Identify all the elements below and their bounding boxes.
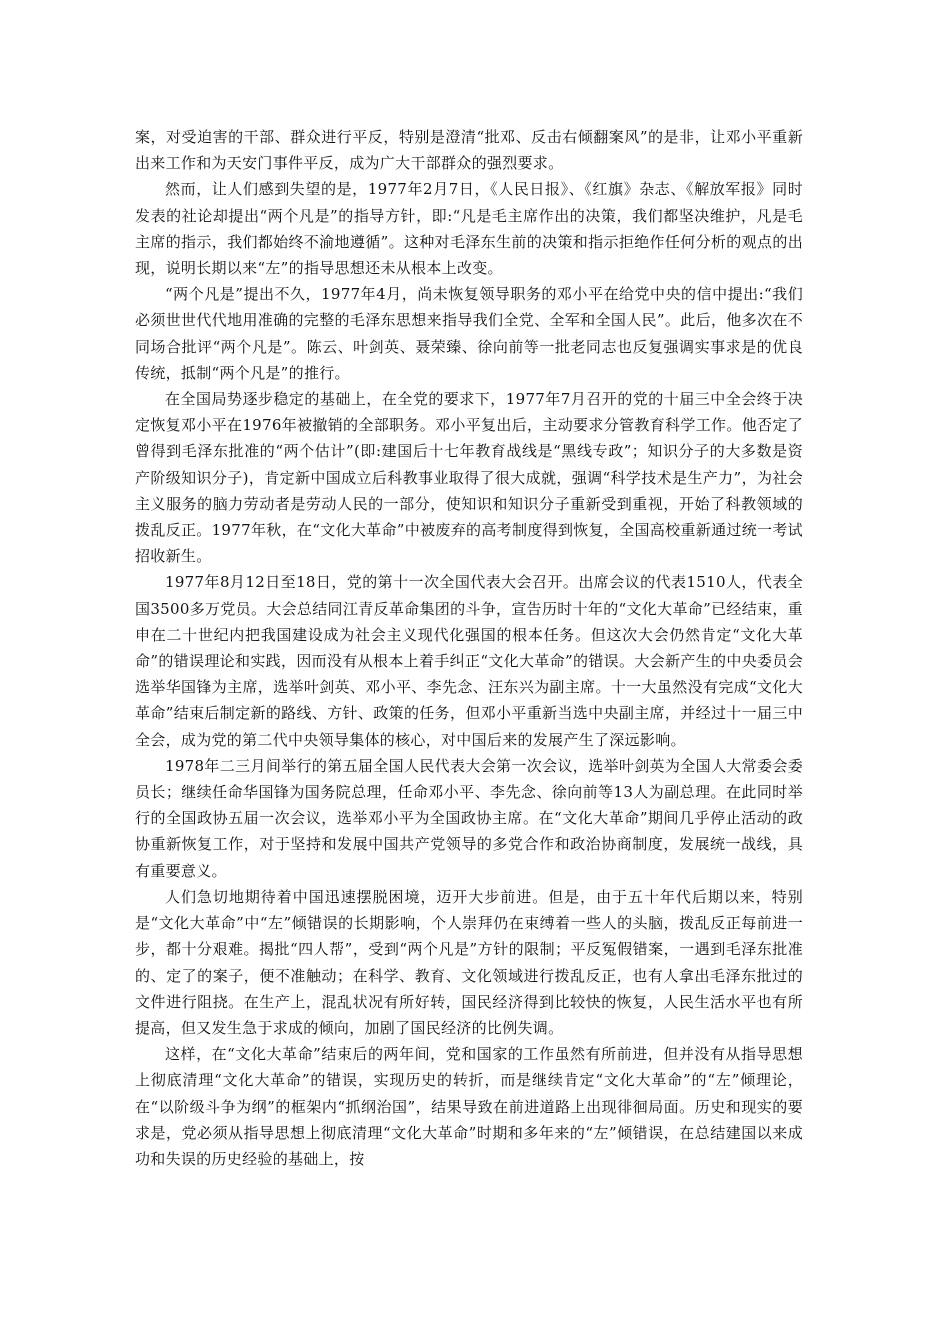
- paragraph-third-plenum: 在全国局势逐步稳定的基础上，在全党的要求下，1977年7月召开的党的十届三中全会终于决定恢复邓小平在1976年被撤销的全部职务。邓小平复出后，主动要求分管教育科学工作。他否定了曾得到毛泽东批准的“两个估计”(即:建国后十七年教育战线是“黑线专政”；知识分子的大多数是资产阶级知识分子)，肯定新中国成立后科教事业取得了很大成就，强调“科学技术是生产力”，为社会主义服务的脑力劳动者是劳动人民的一部分，使知识和知识分子重新受到重视，开始了科教领域的拨乱反正。1977年秋，在“文化大革命”中被废弃的高考制度得到恢复，全国高校重新通过统一考试招收新生。: [135, 390, 803, 566]
- paragraph-difficulties: 人们急切地期待着中国迅速摆脱困境，迈开大步前进。但是，由于五十年代后期以来，特别是“文化大革命”中“左”倾错误的长期影响，个人崇拜仍在束缚着一些人的头脑，拨乱反正每前进一步，都十分艰难。揭批“四人帮”，受到“两个凡是”方针的限制；平反冤假错案，一遇到毛泽东批准的、定了的案子，便不准触动；在科学、教育、文化领域进行拨乱反正，也有人拿出毛泽东批过的文件进行阻挠。在生产上，混乱状况有所好转，国民经济得到比较快的恢复，人民生活水平也有所提高，但又发生急于求成的倾向，加剧了国民经济的比例失调。: [135, 887, 803, 1037]
- paragraph-fifth-npc: 1978年二三月间举行的第五届全国人民代表大会第一次会议，选举叶剑英为全国人大常委会委员长；继续任命华国锋为国务院总理，任命邓小平、李先念、徐向前等13人为副总理。在此同时举行的全国政协五届一次会议，选举邓小平为全国政协主席。在“文化大革命”期间几乎停止活动的政协重新恢复工作，对于坚持和发展中国共产党领导的多党合作和政治协商制度，发展统一战线，具有重要意义。: [135, 756, 803, 880]
- article-body: [135, 124, 803, 1172]
- paragraph-two-whatevers-editorial: 然而，让人们感到失望的是，1977年2月7日，《人民日报》、《红旗》杂志、《解放军报》同时发表的社论却提出“两个凡是”的指导方针，即:“凡是毛主席作出的决策，我们都坚决维护，凡是毛主席的指示，我们都始终不渝地遵循”。这种对毛泽东生前的决策和指示拒绝作任何分析的观点的出现，说明长期以来“左”的指导思想还未从根本上改变。: [135, 180, 803, 278]
- paragraph-continuation: 案，对受迫害的干部、群众进行平反，特别是澄清“批邓、反击右倾翻案风”的是非，让邓小平重新出来工作和为天安门事件平反，成为广大干部群众的强烈要求。: [135, 128, 803, 173]
- paragraph-eleventh-congress: 1977年8月12日至18日，党的第十一次全国代表大会召开。出席会议的代表1510人，代表全国3500多万党员。大会总结同江青反革命集团的斗争，宣告历时十年的“文化大革命”已经结束，重申在二十世纪内把我国建设成为社会主义现代化强国的根本任务。但这次大会仍然肯定“文化大革命”的错误理论和实践，因而没有从根本上着手纠正“文化大革命”的错误。大会新产生的中央委员会选举华国锋为主席，选举叶剑英、邓小平、李先念、汪东兴为副主席。十一大虽然没有完成“文化大革命”结束后制定新的路线、方针、政策的任务，但邓小平重新当选中央副主席，并经过十一届三中全会，成为党的第二代中央领导集体的核心，对中国后来的发展产生了深远影响。: [135, 573, 803, 749]
- paragraph-conclusion: 这样，在“文化大革命”结束后的两年间，党和国家的工作虽然有所前进，但并没有从指导思想上彻底清理“文化大革命”的错误，实现历史的转折，而是继续肯定“文化大革命”的“左”倾理论，在“以阶级斗争为纲”的框架内“抓纲治国”，结果导致在前进道路上出现徘徊局面。历史和现实的要求是，党必须从指导思想上彻底清理“文化大革命”时期和多年来的“左”倾错误，在总结建国以来成功和失误的历史经验的基础上，按: [135, 1045, 803, 1168]
- paragraph-deng-letter: “两个凡是”提出不久，1977年4月，尚未恢复领导职务的邓小平在给党中央的信中提出:“我们必须世世代代地用准确的完整的毛泽东思想来指导我们全党、全军和全国人民”。此后，他多次在不同场合批评“两个凡是”。陈云、叶剑英、聂荣臻、徐向前等一批老同志也反复强调实事求是的优良传统，抵制“两个凡是”的推行。: [135, 285, 803, 382]
